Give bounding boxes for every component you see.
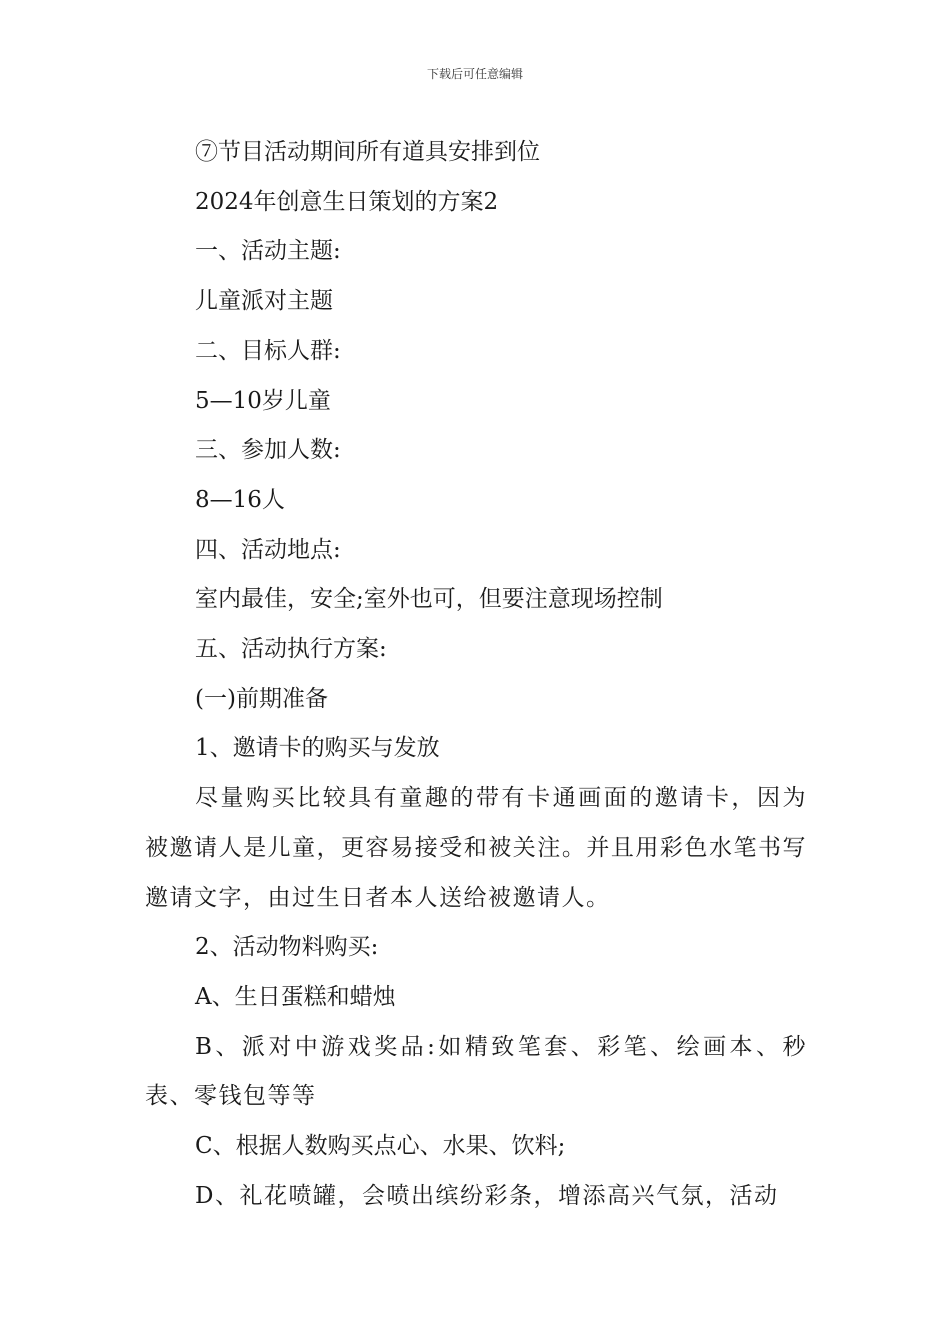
section-title: 2024年创意生日策划的方案2 bbox=[195, 188, 499, 215]
heading-execution-plan: 五、活动执行方案: bbox=[195, 636, 387, 663]
text-line: ⑦节目活动期间所有道具安排到位 bbox=[195, 139, 540, 165]
paragraph-item-b: B、派对中游戏奖品:如精致笔套、彩笔、绘画本、秒表、零钱包等等 bbox=[145, 1033, 807, 1110]
item-materials: 2、活动物料购买: bbox=[195, 934, 379, 961]
heading-participants: 三、参加人数: bbox=[195, 437, 341, 464]
item-a: A、生日蛋糕和蜡烛 bbox=[195, 983, 396, 1010]
item-c: C、根据人数购买点心、水果、饮料; bbox=[195, 1133, 566, 1160]
paragraph-item-d: D、礼花喷罐，会喷出缤纷彩条，增添高兴气氛，活动 bbox=[195, 1182, 779, 1209]
item-invitation: 1、邀请卡的购买与发放 bbox=[195, 735, 440, 762]
heading-theme: 一、活动主题: bbox=[195, 238, 341, 265]
text-line: 5—10岁儿童 bbox=[195, 387, 331, 414]
text-line: 8—16人 bbox=[195, 486, 285, 513]
subheading-preparation: (一)前期准备 bbox=[195, 685, 328, 712]
document-body bbox=[145, 128, 807, 1221]
paragraph-invitation: 尽量购买比较具有童趣的带有卡通画面的邀请卡，因为被邀请人是儿童，更容易接受和被关注。并且用彩色水笔书写邀请文字，由过生日者本人送给被邀请人。 bbox=[145, 785, 807, 911]
heading-target-group: 二、目标人群: bbox=[195, 337, 341, 364]
heading-location: 四、活动地点: bbox=[195, 536, 341, 563]
page-header: 下载后可任意编辑 bbox=[426, 67, 523, 81]
text-line: 室内最佳，安全;室外也可，但要注意现场控制 bbox=[195, 586, 663, 613]
text-line: 儿童派对主题 bbox=[195, 288, 333, 315]
